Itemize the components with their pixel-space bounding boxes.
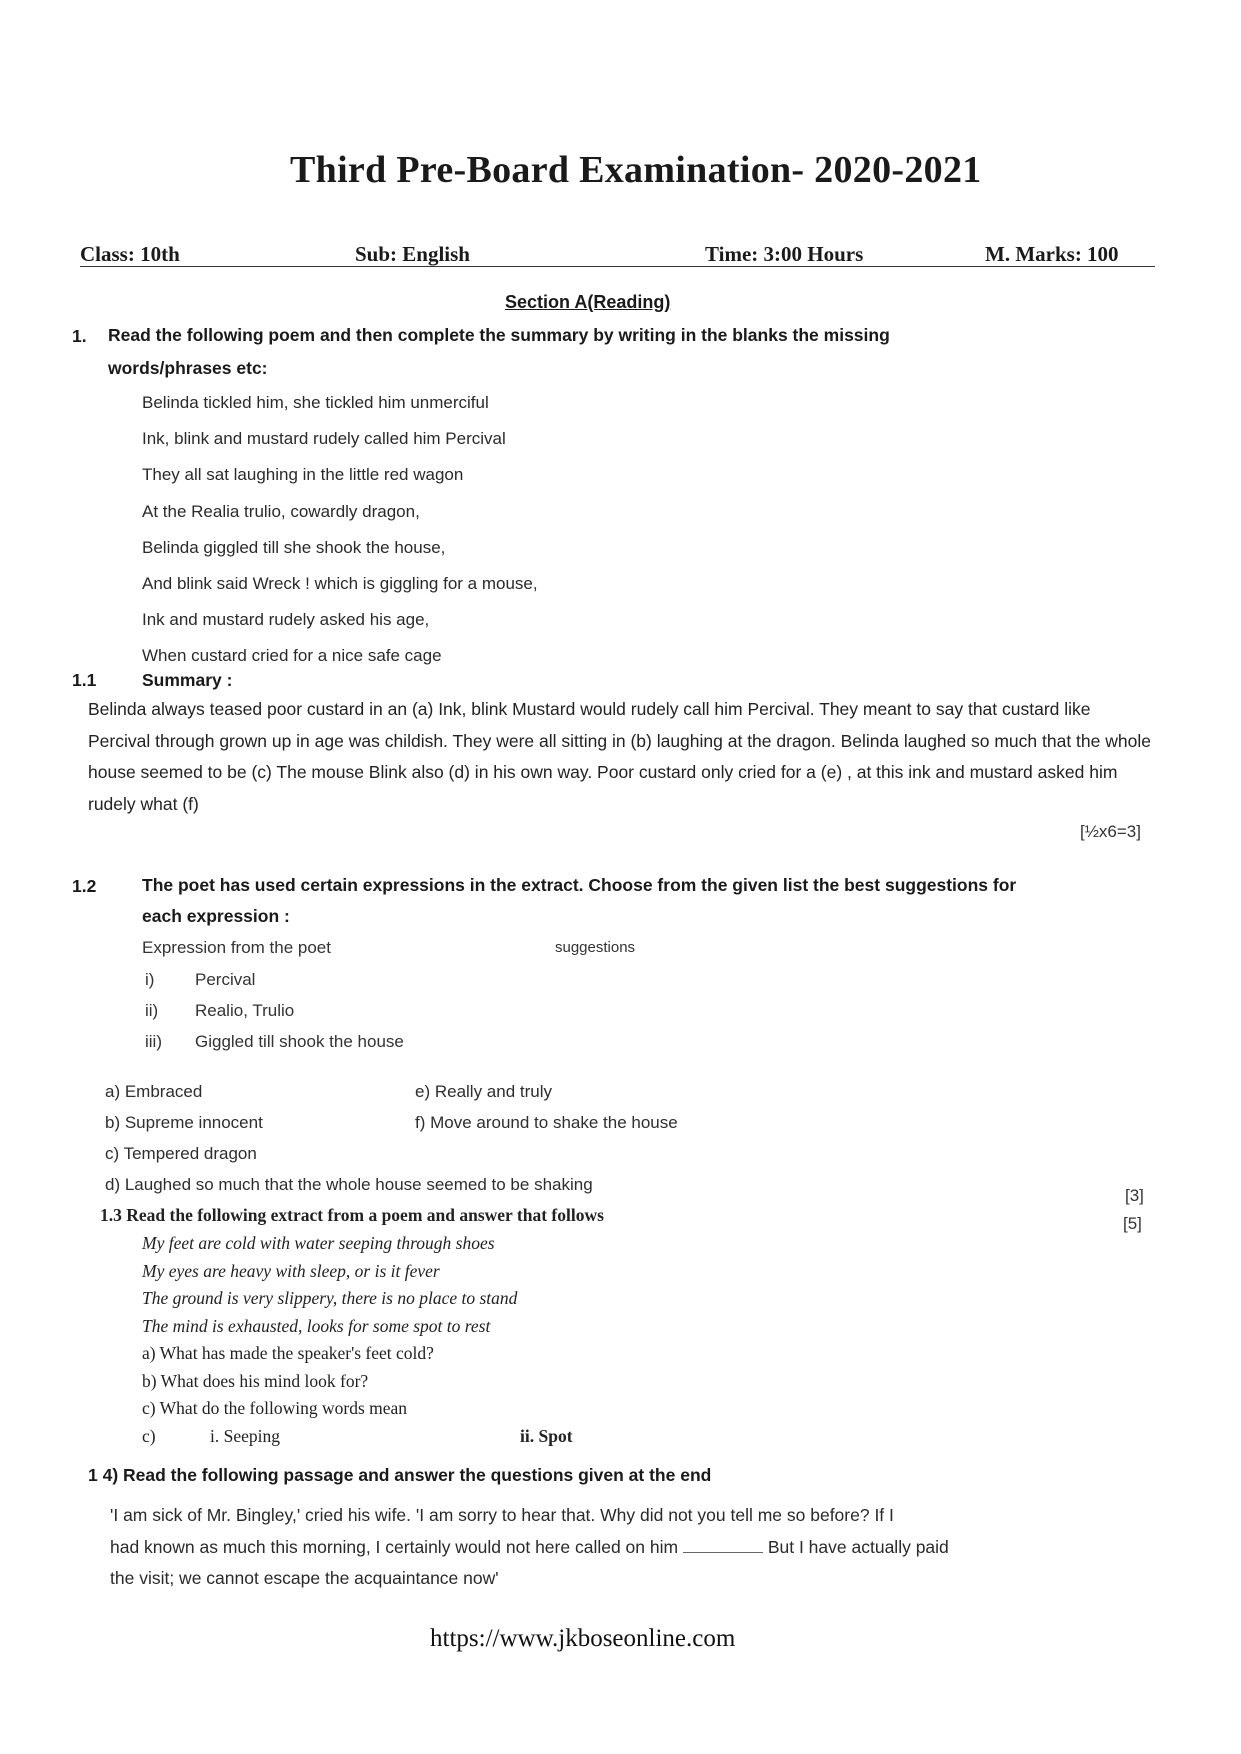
footer-url: https://www.jkboseonline.com [430,1625,736,1652]
q1-3-word-1: i. Seeping [210,1426,280,1446]
poem-line: When custard cried for a nice safe cage [142,646,442,666]
extract-line: The mind is exhausted, looks for some spot to rest [142,1315,491,1336]
option-row: b) Supreme innocent f) Move around to shake the house [105,1113,678,1132]
exam-title: Third Pre-Board Examination- 2020-2021 [290,149,982,191]
passage-blank [683,1552,763,1553]
q1-instruction-line2: words/phrases etc: [108,358,268,378]
q1-2-instruction-line2: each expression : [142,906,290,926]
expression-item: iii) Giggled till shook the house [145,1032,404,1051]
poem-line: They all sat laughing in the little red wagon [142,465,464,485]
passage-line: the visit; we cannot escape the acquaintance now' [110,1568,499,1588]
section-a-heading: Section A(Reading) [505,292,671,312]
passage-line-part: had known as much this morning, I certainly would not here called on him [110,1536,679,1557]
expression-item: i) Percival [145,970,256,989]
passage-line: 'I am sick of Mr. Bingley,' cried his wife. 'I am sorry to hear that. Why did not you tell me so before? If I [110,1505,894,1525]
poem-line: And blink said Wreck ! which is giggling for a mouse, [142,574,538,594]
q1-1-marks: [½x6=3] [1080,822,1141,841]
q1-instruction-line1: Read the following poem and then complete the summary by writing in the blanks the missing [108,325,890,345]
option-row: c) Tempered dragon [105,1144,257,1163]
q1-2-col-left: Expression from the poet [142,938,331,957]
extract-line: The ground is very slippery, there is no place to stand [142,1288,518,1308]
q1-2-instruction-line1: The poet has used certain expressions in the extract. Choose from the given list the best suggestions for [142,875,1017,895]
option-row: a) Embraced e) Really and truly [105,1082,553,1101]
q1-number: 1. [72,326,87,346]
header-divider [80,266,1155,267]
question-line: b) What does his mind look for? [142,1370,369,1391]
q1-4-passage [110,1500,1160,1595]
q1-3-words-label: c) [142,1426,156,1446]
passage-line-part: But I have actually paid [767,1536,949,1557]
q1-3-marks: [5] [1123,1214,1142,1233]
q1-4-heading: 1 4) Read the following passage and answer the questions given at the end [88,1465,712,1485]
q1-2-expressions [145,964,404,1057]
q1-1-summary-text: Belinda always teased poor custard in an (a) Ink, blink Mustard would rudely call him Percival. They meant to say that custard like Percival through grown up in age was childish. They were all sitting in (b) laughing at the dragon. Belinda laughed so much that the whole house seemed to be (c) The mouse Blink also (d) in his own way. Poor custard only cried for a (e) , at this ink and mustard asked him rudely what (f) [88,699,1151,814]
subject-label: Sub: English [355,242,470,266]
extract-line: My eyes are heavy with sleep, or is it fever [142,1260,440,1281]
question-line: a) What has made the speaker's feet cold? [142,1343,434,1363]
poem-line: Belinda giggled till she shook the house, [142,537,446,557]
extract-line: My feet are cold with water seeping through shoes [142,1233,495,1253]
time-label: Time: 3:00 Hours [705,242,864,266]
expression-item: ii) Realio, Trulio [145,1001,295,1020]
poem-line: Ink and mustard rudely asked his age, [142,610,430,630]
poem-line: Ink, blink and mustard rudely called him Percival [142,429,506,449]
q1-2-number: 1.2 [72,876,97,896]
class-label: Class: 10th [80,242,180,266]
q1-3-word-2: ii. Spot [520,1426,573,1446]
max-marks-label: M. Marks: 100 [985,242,1119,266]
q1-3-extract [142,1230,517,1340]
poem-line: Belinda tickled him, she tickled him unmerciful [142,393,489,412]
poem-line: At the Realia trulio, cowardly dragon, [142,501,420,521]
q1-2-col-right: suggestions [555,939,636,956]
q1-1-number: 1.1 [72,670,97,690]
passage-line [110,1532,1160,1564]
q1-2-options [105,1076,678,1200]
q1-2-marks: [3] [1125,1186,1144,1205]
q1-poem [142,385,538,675]
q1-3-questions [142,1340,434,1423]
q1-3-heading: 1.3 Read the following extract from a poem and answer that follows [100,1205,604,1225]
question-line: c) What do the following words mean [142,1398,408,1418]
q1-1-heading: Summary : [142,670,233,690]
option-row: d) Laughed so much that the whole house seemed to be shaking [105,1175,593,1194]
